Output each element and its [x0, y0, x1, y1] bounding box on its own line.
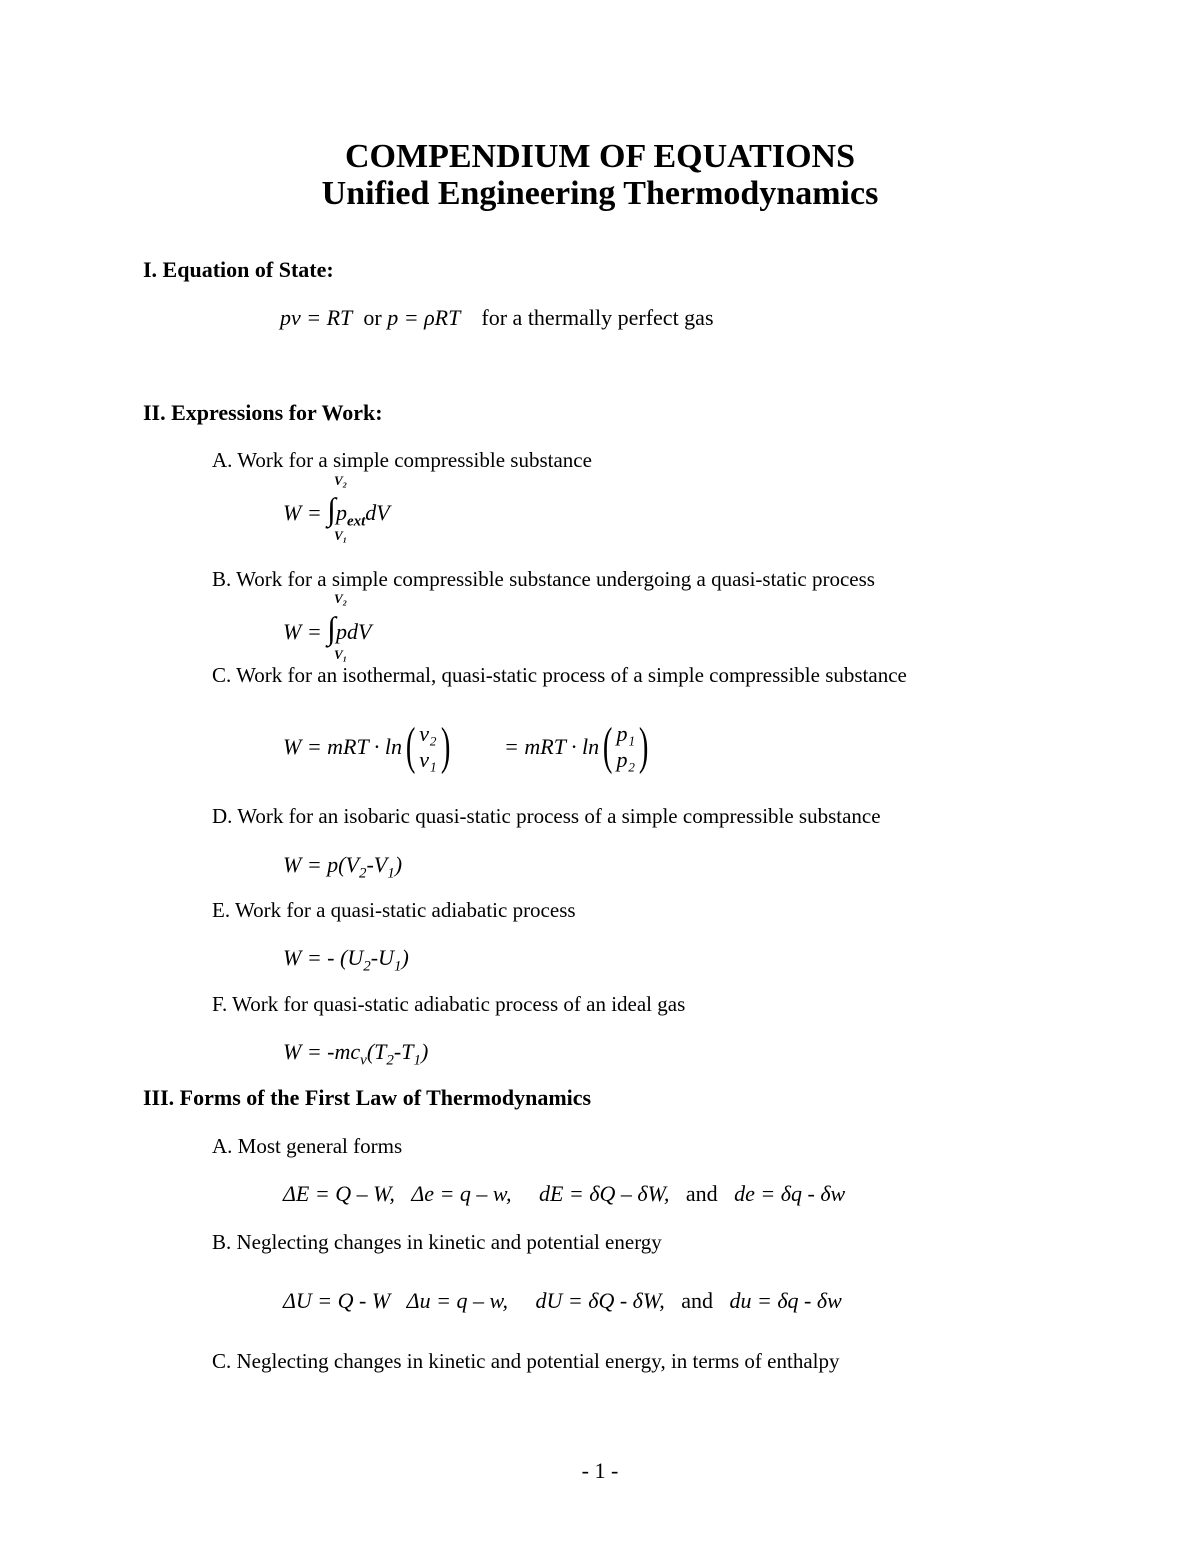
work-a-label: A. Work for a simple compressible substance [212, 448, 592, 472]
first-law-c-label: C. Neglecting changes in kinetic and potential energy, in terms of enthalpy [212, 1349, 840, 1373]
work-c-num-1: v₂ [419, 721, 437, 746]
work-c-mid: = mRT · ln [504, 734, 600, 759]
work-f-part-d: ) [420, 1039, 429, 1064]
work-a-equation [283, 493, 390, 530]
document-title: COMPENDIUM OF EQUATIONS [345, 138, 855, 175]
first-law-b-eq2: du = δq - δw [729, 1288, 842, 1313]
integral-sign-icon: ∫ [327, 610, 336, 646]
work-e-part-a: W = - (U [283, 945, 364, 970]
work-e-part-c: ) [401, 945, 409, 970]
work-a-integrand-sub: ext [346, 513, 366, 530]
work-c-num-2: p₁ [616, 721, 636, 746]
work-c-lhs: W = mRT · ln [283, 734, 402, 759]
work-b-label: B. Work for a simple compressible substance undergoing a quasi-static process [212, 567, 875, 591]
work-a-lower-limit: V₁ [334, 528, 348, 543]
first-law-a-equation [283, 1181, 845, 1207]
work-f-sub-1: 2 [386, 1052, 394, 1069]
first-law-a-label: A. Most general forms [212, 1134, 403, 1158]
first-law-a-eq2: de = δq - δw [734, 1181, 846, 1206]
work-d-part-a: W = p(V [283, 852, 359, 877]
work-f-sub-2: 1 [413, 1052, 421, 1069]
right-paren-icon: ) [639, 718, 649, 775]
first-law-b-label: B. Neglecting changes in kinetic and potential energy [212, 1230, 662, 1254]
work-e-equation [283, 945, 409, 975]
work-d-equation [283, 852, 402, 882]
work-c-den-2: p₂ [616, 747, 636, 772]
work-c-equation [283, 712, 652, 782]
document-subtitle: Unified Engineering Thermodynamics [321, 175, 879, 212]
work-e-sub-1: 2 [363, 958, 371, 975]
work-f-part-c: -T [393, 1039, 414, 1064]
work-b-integrand: pdV [335, 619, 372, 644]
equation-state-pv: pv = RT [280, 305, 352, 330]
work-d-part-c: ) [394, 852, 403, 877]
work-c-fraction-1 [419, 721, 436, 773]
section-heading-equation-of-state: I. Equation of State: [143, 257, 334, 282]
equation-of-state [280, 305, 714, 331]
work-e-sub-2: 1 [393, 958, 402, 975]
work-e-part-b: -U [370, 945, 394, 970]
work-a-differential: dV [365, 500, 390, 525]
work-b-equation [283, 612, 371, 645]
work-d-label: D. Work for an isobaric quasi-static process of a simple compressible substance [212, 804, 881, 828]
work-f-sub-v: v [360, 1052, 367, 1069]
work-f-equation [283, 1039, 428, 1069]
first-law-a-eq: ΔE = Q – W, Δe = q – w, dE = δQ – δW, [283, 1181, 670, 1206]
work-a-upper-limit: V₂ [334, 473, 348, 488]
first-law-b-and: and [681, 1288, 713, 1313]
work-d-sub-2: 1 [387, 865, 395, 882]
right-paren-icon: ) [440, 718, 451, 775]
work-a-lhs: W = [283, 500, 322, 525]
first-law-b-eq: ΔU = Q - W Δu = q – w, dU = δQ - δW, [283, 1288, 665, 1313]
equation-state-note: for a thermally perfect gas [481, 305, 714, 330]
work-e-label: E. Work for a quasi-static adiabatic process [212, 898, 576, 922]
work-c-label: C. Work for an isothermal, quasi-static process of a simple compressible substance [212, 663, 907, 687]
section-heading-first-law: III. Forms of the First Law of Thermodynamics [143, 1085, 592, 1110]
work-a-integrand: p [335, 500, 347, 525]
equation-state-rho: p = ρRT [387, 305, 460, 330]
work-f-part-a: W = -mc [283, 1039, 361, 1064]
work-f-part-b: (T [366, 1039, 387, 1064]
left-paren-icon: ( [405, 718, 416, 775]
page-number: - 1 - [581, 1458, 619, 1483]
left-paren-icon: ( [603, 718, 613, 775]
first-law-b-equation [283, 1288, 842, 1314]
first-law-a-and: and [685, 1181, 718, 1206]
work-b-lhs: W = [283, 619, 322, 644]
section-heading-work: II. Expressions for Work: [143, 400, 383, 425]
work-d-sub-1: 2 [358, 865, 367, 882]
equation-state-or: or [363, 305, 382, 330]
integral-sign-icon: ∫ [327, 491, 336, 527]
work-b-upper-limit: V₂ [334, 591, 348, 606]
work-b-lower-limit: V₁ [334, 647, 348, 662]
work-c-den-1: v₁ [419, 747, 437, 772]
work-c-fraction-2 [616, 721, 635, 773]
work-d-part-b: -V [366, 852, 388, 877]
work-f-label: F. Work for quasi-static adiabatic process of an ideal gas [212, 992, 686, 1016]
